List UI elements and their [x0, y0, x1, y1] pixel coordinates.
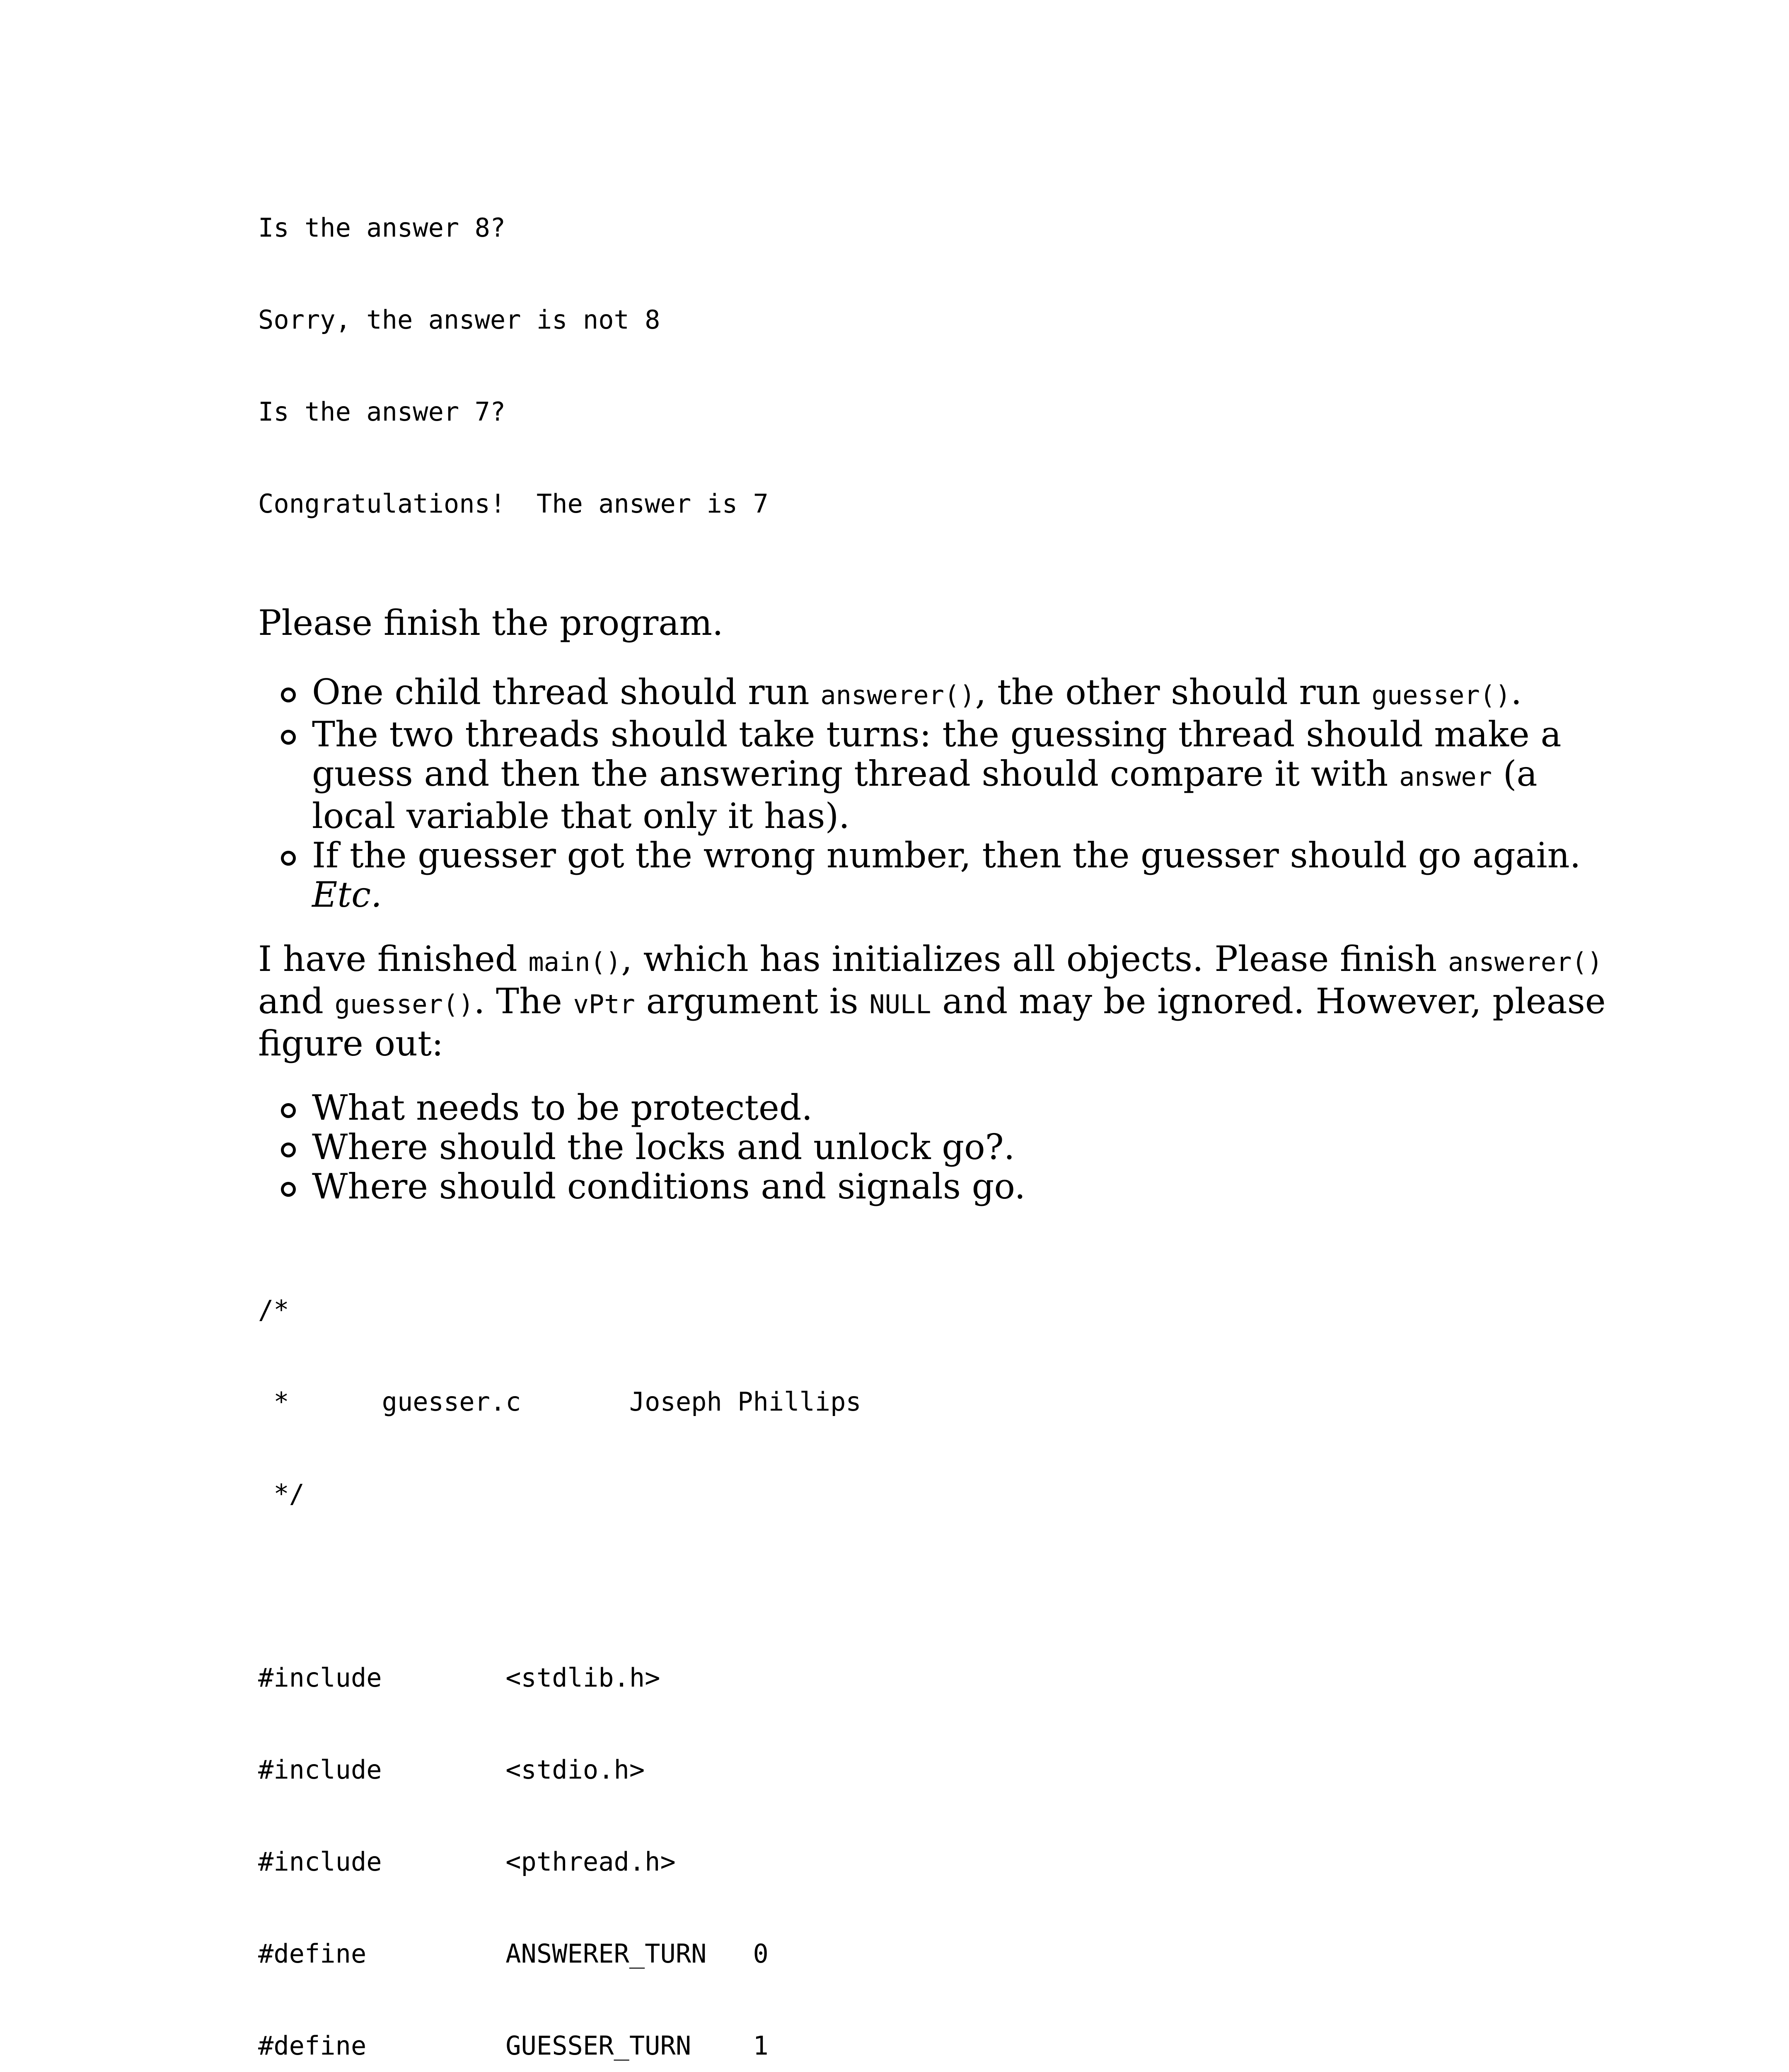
output-line: Sorry, the answer is not 8: [258, 305, 660, 335]
list-item: Where should the locks and unlock go?.: [312, 1128, 1625, 1167]
instructions-paragraph: I have finished main(), which has initializes all objects. Please finish answerer() and guesser(). The vPtr argument is NULL and may be ignored. However, please figure out:: [258, 939, 1606, 1064]
inline-code: answerer(): [820, 680, 975, 710]
code-line: #define ANSWERER_TURN 0: [258, 1939, 769, 1969]
document-page: [258, 151, 1625, 2072]
requirements-list: [258, 673, 1625, 915]
circle-bullet-icon: [281, 1143, 296, 1157]
list-item: One child thread should run answerer(), the other should run guesser().: [312, 673, 1625, 715]
code-line: [258, 1571, 1625, 1601]
circle-bullet-icon: [281, 1103, 296, 1118]
inline-code: answerer(): [1448, 947, 1603, 977]
sample-output: [258, 151, 1625, 581]
inline-code: vPtr: [573, 989, 635, 1019]
output-line: Is the answer 7?: [258, 397, 506, 427]
code-line: #include <stdio.h>: [258, 1755, 645, 1785]
code-line: #define GUESSER_TURN 1: [258, 2031, 769, 2061]
instruction-heading: Please finish the program.: [258, 603, 723, 643]
circle-bullet-icon: [281, 687, 296, 702]
circle-bullet-icon: [281, 730, 296, 745]
inline-code: guesser(): [334, 989, 474, 1019]
code-listing: [258, 1233, 1625, 2072]
list-item: What needs to be protected.: [312, 1088, 1625, 1128]
code-line: * guesser.c Joseph Phillips: [258, 1387, 861, 1417]
code-line: #include <stdlib.h>: [258, 1663, 660, 1693]
code-line: /*: [258, 1295, 289, 1325]
inline-code: answer: [1399, 762, 1492, 792]
circle-bullet-icon: [281, 1182, 296, 1197]
code-line: */: [258, 1479, 305, 1509]
inline-code: NULL: [869, 989, 931, 1019]
code-line: #include <pthread.h>: [258, 1847, 676, 1877]
questions-list: [258, 1088, 1625, 1206]
output-line: Congratulations! The answer is 7: [258, 489, 769, 519]
inline-code: guesser(): [1371, 680, 1511, 710]
inline-code: main(): [528, 947, 621, 977]
list-item: Where should conditions and signals go.: [312, 1167, 1625, 1206]
circle-bullet-icon: [281, 851, 296, 866]
list-item: If the guesser got the wrong number, then the guesser should go again. Etc.: [312, 836, 1625, 915]
output-line: Is the answer 8?: [258, 213, 506, 243]
list-item: The two threads should take turns: the guessing thread should make a guess and then the answering thread should compare it with answer (a local variable that only it has).: [312, 715, 1625, 836]
